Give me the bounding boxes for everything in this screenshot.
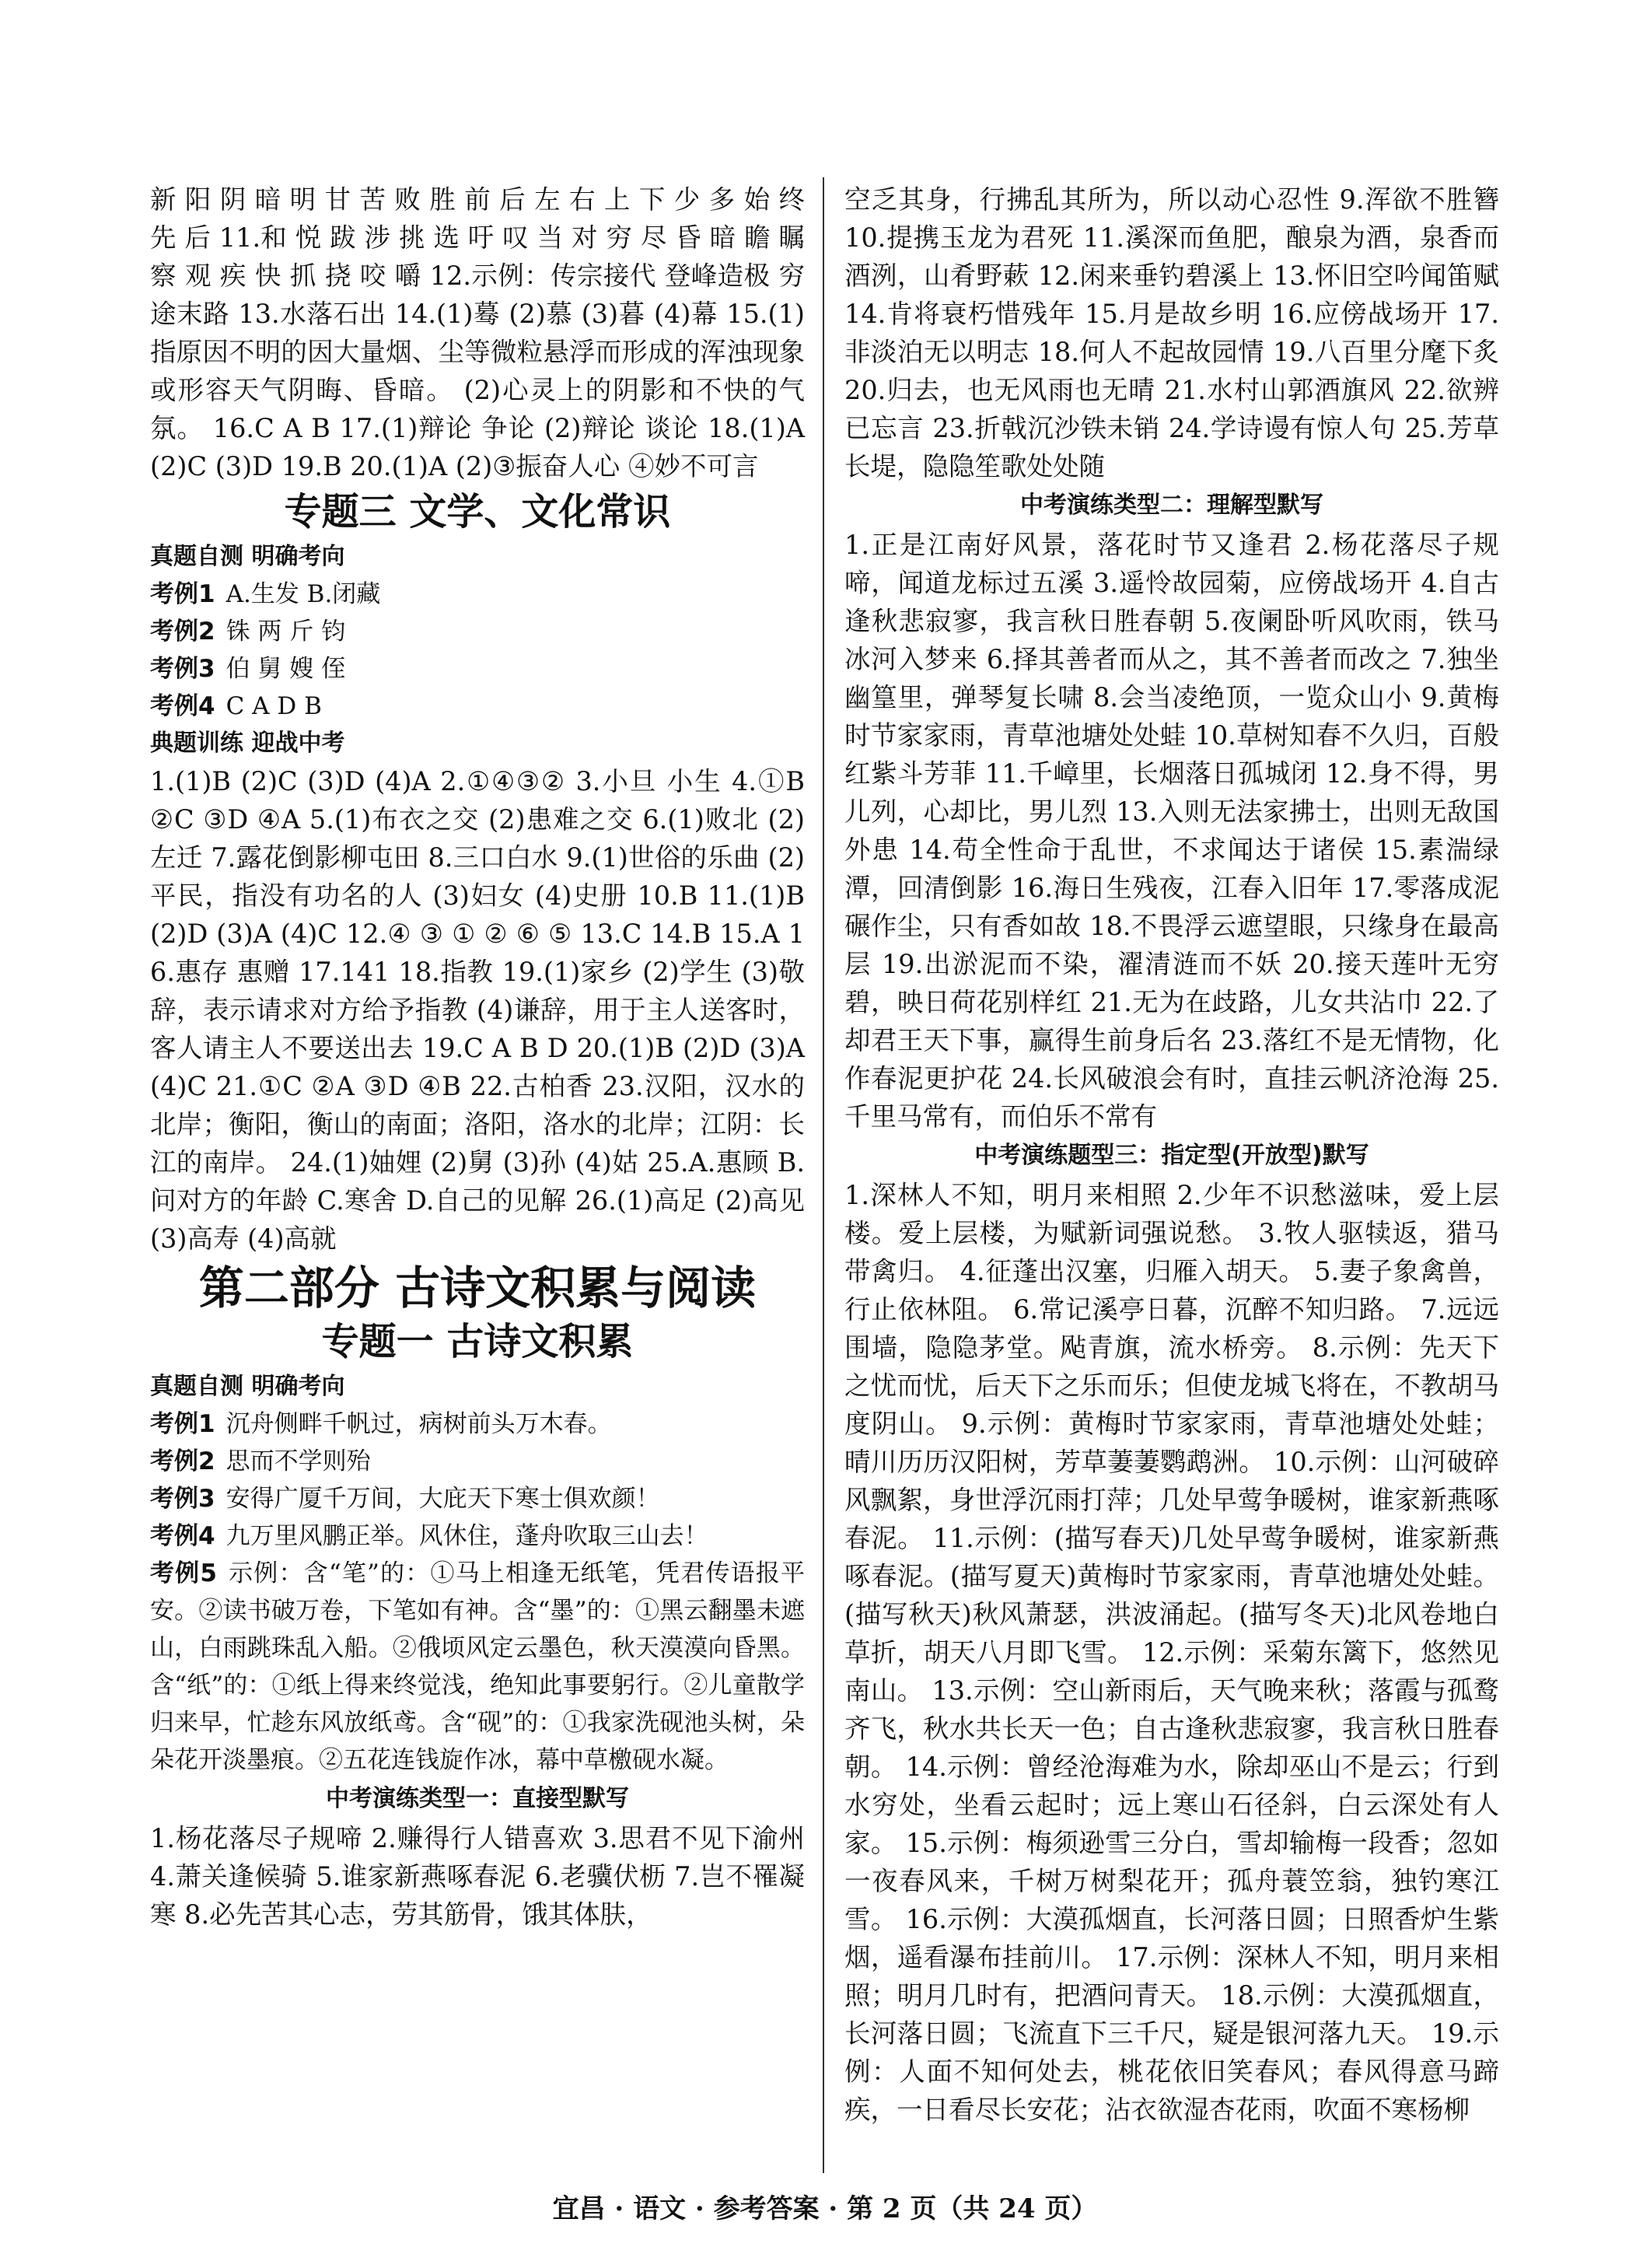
example-text: C A D B — [225, 692, 322, 720]
example-line — [150, 1555, 805, 1779]
right-column — [844, 180, 1508, 2129]
paragraph: 1.杨花落尽子规啼 2.赚得行人错喜欢 3.思君不见下渝州 4.萧关逢候骑 5.谁家新燕啄春泥 6.老骥伏枥 7.岂不罹凝寒 8.必先苦其心志，劳其筋骨，饿其体肤， — [150, 1823, 813, 1930]
page-footer: 宜昌 · 语文 · 参考答案 · 第 2 页（共 24 页） — [552, 2193, 1098, 2224]
example-text: 铢 两 斤 钧 — [225, 618, 346, 646]
example-text: 九万里风鹏正举。风休住，蓬舟吹取三山去！ — [225, 1522, 708, 1550]
exercise-heading: 中考演练题型三：指定型(开放型)默写 — [974, 1142, 1369, 1169]
column-divider — [823, 177, 824, 2173]
paragraph: 1.正是江南好风景，落花时节又逢君 2.杨花落尽子规啼，闻道龙标过五溪 3.遥怜故园菊，应傍战场开 4.自古逢秋悲寂寥，我言秋日胜春朝 5.夜阑卧听风吹雨，铁马冰河入梦来 6.择其善者而从之，其不善者而改之 7.独坐幽篁里，弹琴复长啸 8.会当凌绝顶，一览众山小 9.黄梅时节家家雨，青草池塘处处蛙 10.草树知春不久归，百般红紫斗芳菲 11.千嶂里，长烟落日孤城闭 12.身不得，男儿列，心却比，男儿烈 13.入则无法家拂士，出则无敌国外患 14.苟全性命于乱世，不求闻达于诸侯 15.素湍绿潭，回清倒影 16.海日生残夜，江春入旧年 17.零落成泥碾作尘，只有香如故 18.不畏浮云遮望眼，只缘身在最高层 19.出淤泥而不染，濯清涟而不妖 20.接天莲叶无穷碧，映日荷花别样红 21.无为在歧路，儿女共沾巾 22.了却君王天下事，赢得生前身后名 23.落红不是无情物，化作春泥更护花 24.长风破浪会有时，直挂云帆济沧海 25.千里马常有，而伯乐不常有 — [844, 530, 1499, 1132]
example-text: 安得广厦千万间，大庇天下寒士俱欢颜！ — [225, 1485, 660, 1513]
part-heading: 第二部分 古诗文积累与阅读 — [198, 1262, 757, 1314]
example-text: 沉舟侧畔千帆过，病树前头万木春。 — [225, 1410, 612, 1438]
example-line — [150, 1443, 805, 1480]
section-heading: 专题三 文学、文化常识 — [284, 490, 671, 534]
example-text: A.生发 B.闭藏 — [225, 580, 381, 608]
example-tag: 考例2 — [150, 618, 215, 646]
paragraph: 1.深林人不知，明月来相照 2.少年不识愁滋味，爱上层楼。爱上层楼，为赋新词强说愁。 3.牧人驱犊返，猎马带禽归。 4.征蓬出汉塞，归雁入胡天。 5.妻子象禽兽，行止依林阻。 6.常记溪亭日暮，沉醉不知归路。 7.远远围墙，隐隐茅堂。飐青旗，流水桥旁。 8.示例：先天下之忧而忧，后天下之乐而乐；但使龙城飞将在，不教胡马度阴山。 9.示例：黄梅时节家家雨，青草池塘处处蛙；晴川历历汉阳树，芳草萋萋鹦鹉洲。 10.示例：山河破碎风飘絮，身世浮沉雨打萍；几处早莺争暖树，谁家新燕啄春泥。 11.示例：(描写春天)几处早莺争暖树，谁家新燕啄春泥。(描写夏天)黄梅时节家家雨，青草池塘处处蛙。(描写秋天)秋风萧瑟，洪波涌起。(描写冬天)北风卷地白草折，胡天八月即飞雪。 12.示例：采菊东篱下，悠然见南山。 13.示例：空山新雨后，天气晚来秋；落霞与孤鹜齐飞，秋水共长天一色；自古逢秋悲寂寥，我言秋日胜春朝。 14.示例：曾经沧海难为水，除却巫山不是云；行到水穷处，坐看云起时；远上寒山石径斜，白云深处有人家。 15.示例：梅须逊雪三分白，雪却输梅一段香；忽如一夜春风来，千树万树梨花开；孤舟蓑笠翁，独钓寒江雪。 16.示例：大漠孤烟直，长河落日圆；日照香炉生紫烟，遥看瀑布挂前川。 17.示例：深林人不知，明月来相照；明月几时有，把酒问青天。 18.示例：大漠孤烟直，长河落日圆；飞流直下三千尺，疑是银河落九天。 19.示例：人面不知何处去，桃花依旧笑春风；春风得意马蹄疾，一日看尽长安花；沾衣欲湿杏花雨，吹面不寒杨柳 — [844, 1180, 1499, 2125]
paragraph: 空乏其身，行拂乱其所为，所以动心忍性 9.浑欲不胜簪 10.提携玉龙为君死 11.溪深而鱼肥，酿泉为酒，泉香而酒洌，山肴野蔌 12.闲来垂钓碧溪上 13.怀旧空吟闻笛赋 14.肯将衰朽惜残年 15.月是故乡明 16.应傍战场开 17.非淡泊无以明志 18.何人不起故园情 19.八百里分麾下炙 20.归去，也无风雨也无晴 21.水村山郭酒旗风 22.欲辨已忘言 23.折戟沉沙铁未销 24.学诗谩有惊人句 25.芳草长堤，隐隐笙歌处处随 — [844, 184, 1508, 481]
example-tag: 考例4 — [150, 1522, 215, 1550]
example-tag: 考例5 — [150, 1559, 217, 1587]
example-tag: 考例2 — [150, 1447, 215, 1475]
subsection-heading: 典题训练 迎战中考 — [150, 730, 345, 757]
example-line — [150, 613, 805, 650]
example-tag: 考例1 — [150, 580, 215, 608]
example-line — [150, 576, 805, 613]
example-tag: 考例3 — [150, 655, 215, 683]
left-column — [150, 180, 813, 1934]
paragraph: 新 阳 阴 暗 明 甘 苦 败 胜 前 后 左 右 上 下 少 多 始 终 先 后 11.和 悦 跋 涉 挑 选 吁 叹 当 对 穷 尽 昏 暗 瞻 瞩 察 观 疾 快 抓 挠 咬 嚼 12.示例：传宗接代 登峰造极 穷途末路 13.水落石出 14.(1)蓦 (2)慕 (3)暮 (4)幕 15.(1)指原因不明的因大量烟、尘等微粒悬浮而形成的浑浊现象或形容天气阴晦、昏暗。 (2)心灵上的阴影和不快的气氛。 16.C A B 17.(1)辩论 争论 (2)辩论 谈论 18.(1)A (2)C (3)D 19.B 20.(1)A (2)③振奋人心 ④妙不可言 — [150, 184, 813, 481]
example-text: 伯 舅 嫂 侄 — [225, 655, 346, 683]
example-line — [150, 650, 805, 688]
example-line — [150, 1405, 805, 1443]
example-line — [150, 1480, 805, 1517]
exercise-heading: 中考演练类型一：直接型默写 — [326, 1785, 629, 1812]
example-line — [150, 688, 805, 725]
subsection-heading: 真题自测 明确考向 — [150, 1373, 345, 1400]
paragraph: 1.(1)B (2)C (3)D (4)A 2.①④③② 3.小旦 小生 4.①B ②C ③D ④A 5.(1)布衣之交 (2)患难之交 6.(1)败北 (2)左迁 7.露花倒影柳屯田 8.三口白水 9.(1)世俗的乐曲 (2)平民，指没有功名的人 (3)妇女 (4)史册 10.B 11.(1)B (2)D (3)A (4)C 12.④ ③ ① ② ⑥ ⑤ 13.C 14.B 15.A 16.惠存 惠赠 17.141 18.指教 19.(1)家乡 (2)学生 (3)敬辞，表示请求对方给予指教 (4)谦辞，用于主人送客时，客人请主人不要送出去 19.C A B D 20.(1)B (2)D (3)A (4)C 21.①C ②A ③D ④B 22.古柏香 23.汉阳，汉水的北岸；衡阳，衡山的南面；洛阳，洛水的北岸；江阴：长江的南岸。 24.(1)妯娌 (2)舅 (3)孙 (4)姑 25.A.惠顾 B.问对方的年龄 C.寒舍 D.自己的见解 26.(1)高足 (2)高见 (3)高寿 (4)高就 — [150, 766, 813, 1254]
example-tag: 考例4 — [150, 692, 215, 720]
exercise-heading: 中考演练类型二：理解型默写 — [1020, 492, 1323, 519]
example-tag: 考例3 — [150, 1485, 215, 1513]
subsection-heading: 真题自测 明确考向 — [150, 543, 345, 570]
section-heading: 专题一 古诗文积累 — [321, 1320, 634, 1363]
example-line — [150, 1517, 805, 1555]
example-text: 示例：含“笔”的：①马上相逢无纸笔，凭君传语报平安。②读书破万卷，下笔如有神。含“墨”的：①黑云翻墨未遮山，白雨跳珠乱入船。②俄顷风定云墨色，秋天漠漠向昏黑。含“纸”的：①纸上得来终觉浅，绝知此事要躬行。②儿童散学归来早，忙趁东风放纸鸢。含“砚”的：①我家洗砚池头树，朵朵花开淡墨痕。②五花连钱旋作冰，幕中草檄砚水凝。 — [150, 1559, 805, 1774]
example-text: 思而不学则殆 — [225, 1447, 371, 1475]
example-tag: 考例1 — [150, 1410, 215, 1438]
